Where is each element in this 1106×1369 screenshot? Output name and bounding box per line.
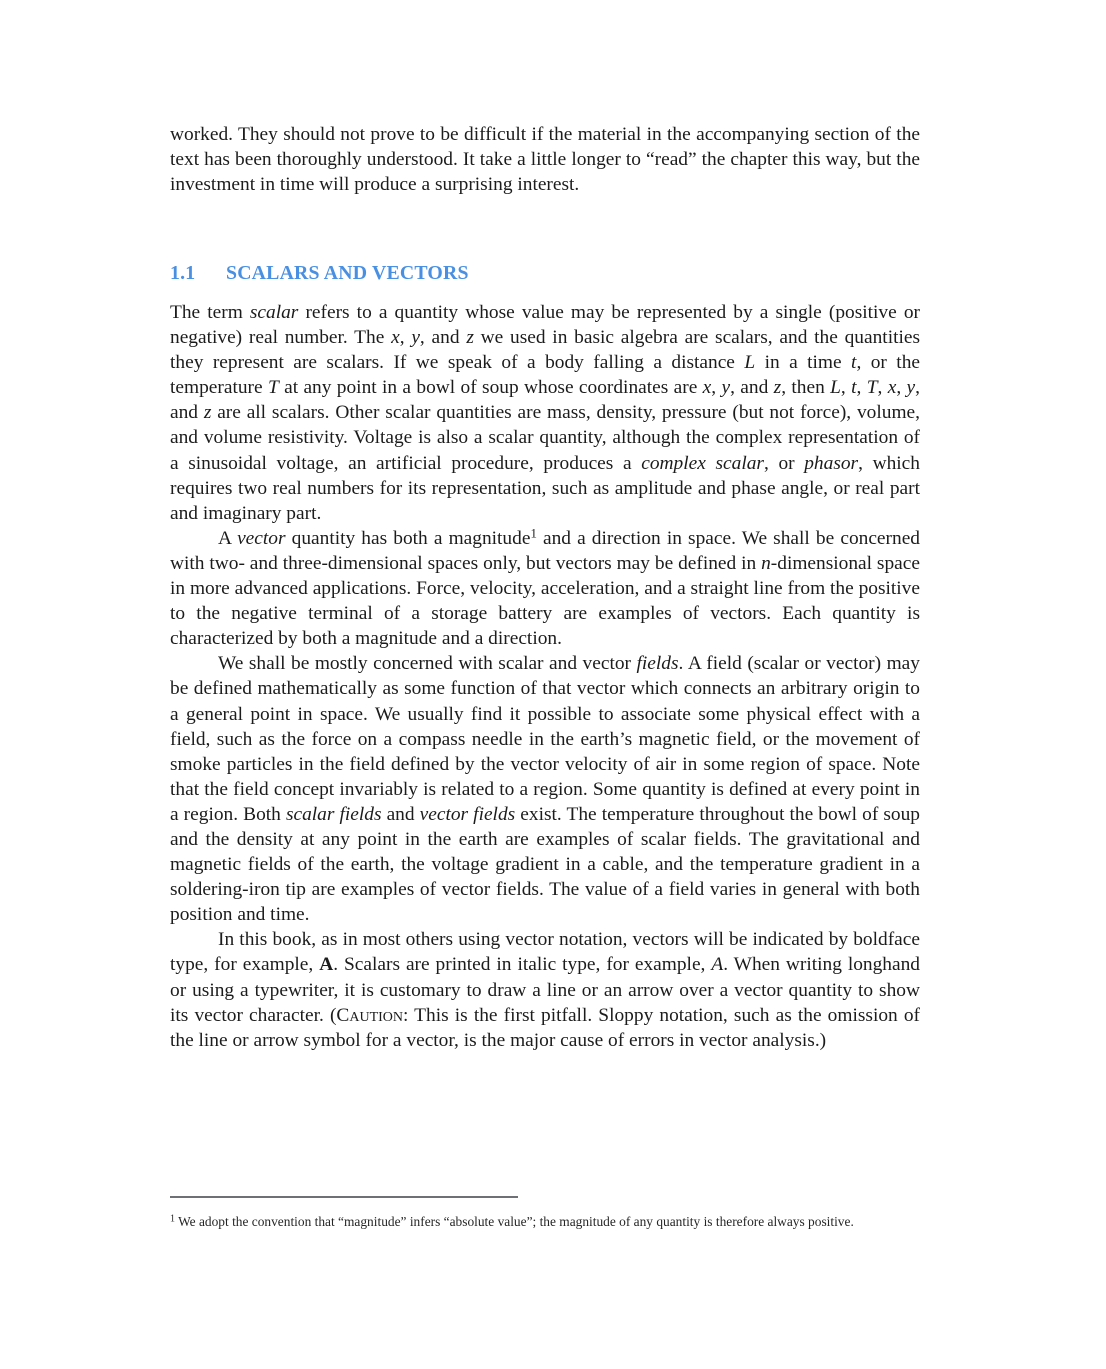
emphasis: z: [203, 402, 212, 424]
emphasis: x: [887, 377, 897, 399]
footnote-separator-rule: [170, 1196, 518, 1198]
emphasis: z: [466, 327, 474, 349]
emphasis: y: [906, 377, 916, 399]
emphasis: L: [744, 352, 756, 374]
emphasis: x: [391, 327, 400, 349]
emphasis: y: [411, 327, 420, 349]
emphasis: T: [866, 377, 878, 399]
body-paragraphs: [170, 300, 920, 1053]
footnote-body: We adopt the convention that “magnitude” infers “absolute value”; the magnitude of any quantity is therefore always positive.: [175, 1214, 854, 1229]
section-title: SCALARS AND VECTORS: [226, 262, 469, 284]
section-heading: [170, 262, 920, 285]
emphasis: fields: [636, 653, 679, 675]
p-fields: We shall be mostly concerned with scalar and vector fields. A field (scalar or vector) may be defined mathematically as some function of that vector which connects an arbitrary origin to a general point in space. We usually find it possible to associate some physical effect with a field, such as the force on a compass needle in the earth’s magnetic field, or the movement of smoke particles in the field defined by the vector velocity of air in some region of space. Note that the field concept invariably is related to a region. Some quantity is defined at every point in a region. Both scalar fields and vector fields exist. The temperature throughout the bowl of soup and the density at any point in the earth are examples of scalar fields. The gravitational and magnetic fields of the earth, the voltage gradient in a cable, and the temperature gradient in a soldering-iron tip are examples of vector fields. The value of a field varies in general with both position and time.: [170, 653, 921, 926]
footnote-text: [170, 1212, 920, 1232]
emphasis: y: [721, 377, 731, 399]
footnote-area: [170, 1196, 920, 1232]
footnote-ref: 1: [530, 526, 537, 541]
section-number: 1.1: [170, 262, 196, 284]
caution-label: Caution: [336, 1004, 404, 1026]
emphasis: z: [773, 377, 782, 399]
p-notation: In this book, as in most others using vector notation, vectors will be indicated by boldface type, for example, A. Scalars are printed in italic type, for example, A. When writing longhand or using a typewriter, it is customary to draw a line or an arrow over a vector quantity to show its vector character. (Caution: This is the first pitfall. Sloppy notation, such as the omission of the line or arrow symbol for a vector, is the major cause of errors in vector analysis.): [170, 929, 920, 1051]
p-vector-definition: A vector quantity has both a magnitude$^1$ and a direction in space. We shall be concerned with two- and three-dimensional spaces only, but vectors may be defined in n-dimensional space in more advanced applications. Force, velocity, acceleration, and a straight line from the positive to the negative terminal of a storage battery are examples of vectors. Each quantity is characterized by both a magnitude and a direction.: [170, 526, 920, 650]
emphasis: vector fields: [419, 803, 516, 825]
emphasis: scalar fields: [285, 803, 382, 825]
emphasis: t: [851, 377, 857, 399]
vector-symbol: A: [319, 954, 334, 976]
emphasis: t: [851, 352, 857, 374]
emphasis: scalar: [249, 302, 299, 323]
emphasis: n: [761, 552, 771, 574]
emphasis: vector: [237, 527, 286, 549]
p-scalar-definition: The term scalar refers to a quantity whose value may be represented by a single (positive or negative) real number. The x, y, and z we used in basic algebra are scalars, and the quantities they represent are scalars. If we speak of a body falling a distance L in a time t, or the temperature T at any point in a bowl of soup whose coordinates are x, y, and z, then L, t, T, x, y, and z are all scalars. Other scalar quantities are mass, density, pressure (but not force), volume, and volume resistivity. Voltage is also a scalar quantity, although the complex representation of a sinusoidal voltage, an artificial procedure, produces a complex scalar, or phasor, which requires two real numbers for its representation, such as amplitude and phase angle, or real part and imaginary part.: [170, 302, 921, 524]
emphasis: A: [711, 954, 724, 976]
page-content: [170, 0, 920, 1369]
emphasis: L: [830, 377, 841, 399]
intro-paragraph-block: [170, 122, 920, 197]
emphasis: phasor: [804, 452, 859, 474]
footnote-marker: 1: [170, 1213, 176, 1225]
intro-paragraph: worked. They should not prove to be difficult if the material in the accompanying section of the text has been thoroughly understood. It take a little longer to “read” the chapter this way, but the investment in time will produce a surprising interest.: [170, 124, 920, 196]
emphasis: T: [267, 377, 279, 399]
emphasis: x: [702, 377, 712, 399]
emphasis: complex scalar: [641, 452, 764, 474]
